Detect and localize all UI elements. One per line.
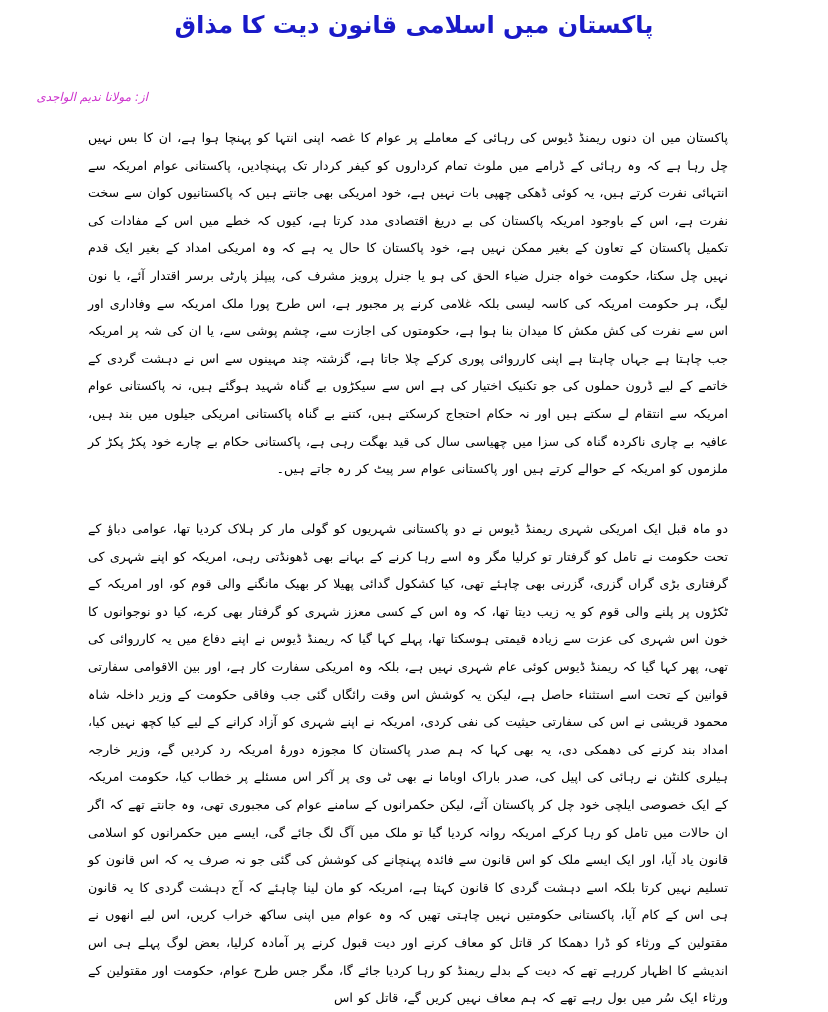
article-title: پاکستان میں اسلامی قانون دیت کا مذاق (174, 11, 654, 39)
article-author: از: مولانا ندیم الواجدی (36, 90, 148, 104)
article-paragraph-2: دو ماہ قبل ایک امریکی شہری ریمنڈ ڈیوس نے دو پاکستانی شہریوں کو گولی مار کر ہلاک کردیا تھا، عوامی دباؤ کے تحت حکومت نے تامل کو گرفتار تو کرلیا مگر وہ اسے رہا کرنے کے بہانے بھی ڈھونڈتی رہی، امریکہ کو اپنے شہری کی گرفتاری بڑی گراں گزری، گزرنی بھی چاہئے تھی، کیا کشکول گدائی پھیلا کر بھیک مانگنے والی قوم کو، اور امریکہ کے ٹکڑوں پر پلنے والی قوم کو یہ زیب دیتا تھا، کہ وہ اس کے کسی معزز شہری کو گرفتار بھی کرے، کیا دو نوجوانوں کا خون اس شہری کی عزت سے زیادہ قیمتی ہوسکتا تھا، پہلے کہا گیا کہ ریمنڈ ڈیوس نے اپنے دفاع میں یہ کارروائی کی تھی، پھر کہا گیا کہ ریمنڈ ڈیوس کوئی عام شہری نہیں ہے، بلکہ وہ امریکی سفارت کار ہے، اور بین الاقوامی سفارتی قوانین کے تحت اسے استثناء حاصل ہے، لیکن یہ کوشش اس وقت رائگاں گئی جب وفاقی حکومت کے وزیر داخلہ شاہ محمود قریشی نے اس کی سفارتی حیثیت کی نفی کردی، امریکہ نے اپنے شہری کو آزاد کرانے کے لیے کیا کچھ نہیں کیا، امداد بند کرنے کی دھمکی دی، یہ بھی کہا کہ ہم صدر پاکستان کا مجوزہ دورۂ امریکہ رد کردیں گے، وزیر خارجہ ہیلری کلنٹن نے رہائی کی اپیل کی، صدر باراک اوباما نے بھی ٹی وی پر آکر اس مسئلے پر خطاب کیا، حکومت امریکہ کے ایک خصوصی ایلچی خود چل کر پاکستان آئے، لیکن حکمرانوں کے سامنے عوام کی مجبوری تھی، وہ جانتے تھے کہ اگر ان حالات میں تامل کو رہا کرکے امریکہ روانہ کردیا گیا تو ملک میں آگ لگ جائے گی، ایسے میں حکمرانوں کو اسلامی قانون یاد آیا، اور ایک ایسے ملک کو اس قانون سے فائدہ پہنچانے کی کوشش کی گئی جو نہ صرف یہ کہ اس قانون کو تسلیم نہیں کرتا بلکہ اسے دہشت گردی کا قانون کہتا ہے، امریکہ کو مان لینا چاہئے کہ آج دہشت گردی کا یہ قانون ہی اس کے کام آیا، پاکستانی حکومتیں نہیں چاہتی تھیں کہ وہ عوام میں اپنی ساکھ خراب کریں، اس لیے انھوں نے مقتولین کے ورثاء کو ڈرا دھمکا کر قاتل کو معاف کرنے اور دیت قبول کرنے پر آمادہ کرلیا، بعض لوگ پہلے ہی اس اندیشے کا اظہار کررہے تھے کہ دیت کے بدلے ریمنڈ کو رہا کردیا جائے گا، مگر جس طرح عوام، حکومت اور مقتولین کے ورثاء ایک سُر میں بول رہے تھے کہ ہم معاف نہیں کریں گے، قاتل کو اس (88, 521, 728, 1006)
article-paragraph-1: پاکستان میں ان دنوں ریمنڈ ڈیوس کی رہائی کے معاملے پر عوام کا غصہ اپنی انتہا کو پہنچا ہوا ہے، ان کا بس نہیں چل رہا ہے کہ وہ رہائی کے ڈرامے میں ملوث تمام کرداروں کو کیفر کردار تک پہنچادیں، پاکستانی عوام امریکہ سے انتہائی نفرت کرتے ہیں، یہ کوئی ڈھکی چھپی بات نہیں ہے، خود امریکی بھی جانتے ہیں کہ پاکستانیوں کوان سے سخت نفرت ہے، اس کے باوجود امریکہ پاکستان کی بے دریغ اقتصادی مدد کرتا ہے، کیوں کہ خطے میں اس کے مفادات کی تکمیل پاکستان کے تعاون کے بغیر ممکن نہیں ہے، خود پاکستان کا حال یہ ہے کہ وہ امریکی امداد کے بغیر ایک قدم نہیں چل سکتا، حکومت خواہ جنرل ضیاء الحق کی ہو یا جنرل پرویز مشرف کی، پیپلز پارٹی برسر اقتدار آئے، یا نون لیگ، ہر حکومت امریکہ کی کاسہ لیسی بلکہ غلامی کرنے پر مجبور ہے، اس طرح پورا ملک امریکہ سے وفاداری اور اس سے نفرت کی کش مکش کا میدان بنا ہوا ہے، حکومتوں کی اجازت سے، چشم پوشی سے، یا ان کی شہ پر امریکہ جب چاہتا ہے جہاں چاہتا ہے اپنی کارروائی پوری کرکے چلا جاتا ہے، گزشتہ چند مہینوں سے اس نے دہشت گردی کے خاتمے کے لیے ڈرون حملوں کی جو تکنیک اختیار کی ہے اس سے سیکڑوں بے گناہ شہید ہوگئے ہیں، نہ پاکستانی عوام امریکہ سے انتقام لے سکتے ہیں اور نہ حکام احتجاج کرسکتے ہیں، کتنے بے گناہ پاکستانی امریکی جیلوں میں بند ہیں، عافیہ بے چاری ناکردہ گناہ کی سزا میں چھیاسی سال کی قید بھگت رہی ہے، پاکستانی حکام بے چارے خود پکڑ پکڑ کر ملزموں کو امریکہ کے حوالے کرتے ہیں اور پاکستانی عوام سر پیٹ کر رہ جاتے ہیں۔ (88, 130, 728, 477)
